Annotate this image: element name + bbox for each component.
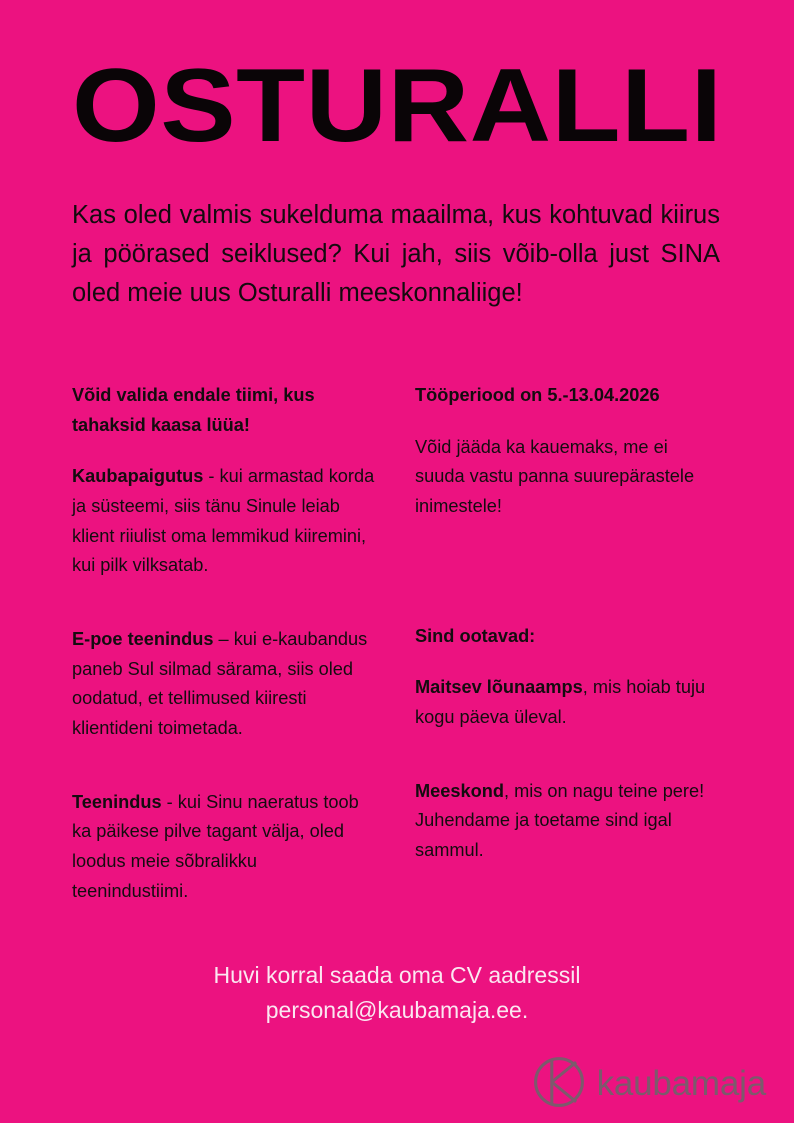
benefit-separator: , <box>503 780 515 801</box>
benefit-item <box>415 673 715 732</box>
role-name: Kaubapaigutus <box>72 466 204 487</box>
intro-paragraph: Kas oled valmis sukelduma maailma, kus kohtuvad kiirus ja pöörased seiklused? Kui jah, siis võib-olla just SINA oled meie uus Osturalli meeskonnaliige! <box>72 201 720 307</box>
role-separator: - <box>203 466 220 487</box>
footer-line-1: Huvi korral saada oma CV aadressil <box>213 962 581 988</box>
role-description: kui e-kaubandus paneb Sul silmad särama, siis oled oodatud, et tellimused kiiresti klientideni toimetada. <box>72 628 368 738</box>
column-spacer <box>72 607 378 625</box>
benefits-heading: Sind ootavad: <box>415 625 536 646</box>
benefit-name: Meeskond <box>415 780 504 801</box>
column-spacer <box>415 548 715 622</box>
footer-contact <box>0 958 794 1028</box>
column-spacer <box>72 770 378 788</box>
role-separator: – <box>213 628 234 649</box>
column-spacer <box>415 759 715 777</box>
role-description: kui Sinu naeratus toob ka päikese pilve tagant välja, oled loodus meie sõbralikku teenindustiimi. <box>72 791 359 901</box>
content-columns <box>72 381 722 906</box>
benefit-separator: , <box>582 677 593 698</box>
kaubamaja-logo-text: kaubamaja <box>596 1063 766 1103</box>
role-name: E-poe teenindus <box>72 628 214 649</box>
role-name: Teenindus <box>72 791 162 812</box>
benefit-description: mis hoiab tuju kogu päeva üleval. <box>415 677 706 727</box>
left-lead-text: Võid valida endale tiimi, kus tahaksid kaasa lüüa! <box>72 385 315 435</box>
page-title: OSTURALLI <box>72 48 723 164</box>
kaubamaja-circle-k-icon <box>532 1055 586 1109</box>
benefit-description: mis on nagu teine pere! Juhendame ja toetame sind igal sammul. <box>415 780 705 860</box>
role-item <box>72 625 378 744</box>
kaubamaja-logo <box>532 1055 766 1109</box>
role-separator: - <box>161 791 178 812</box>
work-period-heading: Tööperiood on 5.-13.04.2026 <box>415 385 660 405</box>
role-item <box>72 462 378 581</box>
title-container <box>72 48 724 164</box>
role-item <box>72 788 378 907</box>
left-column <box>72 381 378 906</box>
footer-line-2: personal@kaubamaja.ee. <box>265 996 529 1023</box>
role-description: kui armastad korda ja süsteemi, siis tänu Sinule leiab klient riiulist oma lemmikud kiiremini, kui pilk vilksatab. <box>72 466 375 576</box>
work-period-note: Võid jääda ka kauemaks, me ei suuda vastu panna suurepärastele inimestele! <box>415 436 695 516</box>
benefit-item <box>415 777 715 866</box>
benefit-name: Maitsev lõunaamps <box>415 677 583 698</box>
right-column <box>415 381 715 866</box>
